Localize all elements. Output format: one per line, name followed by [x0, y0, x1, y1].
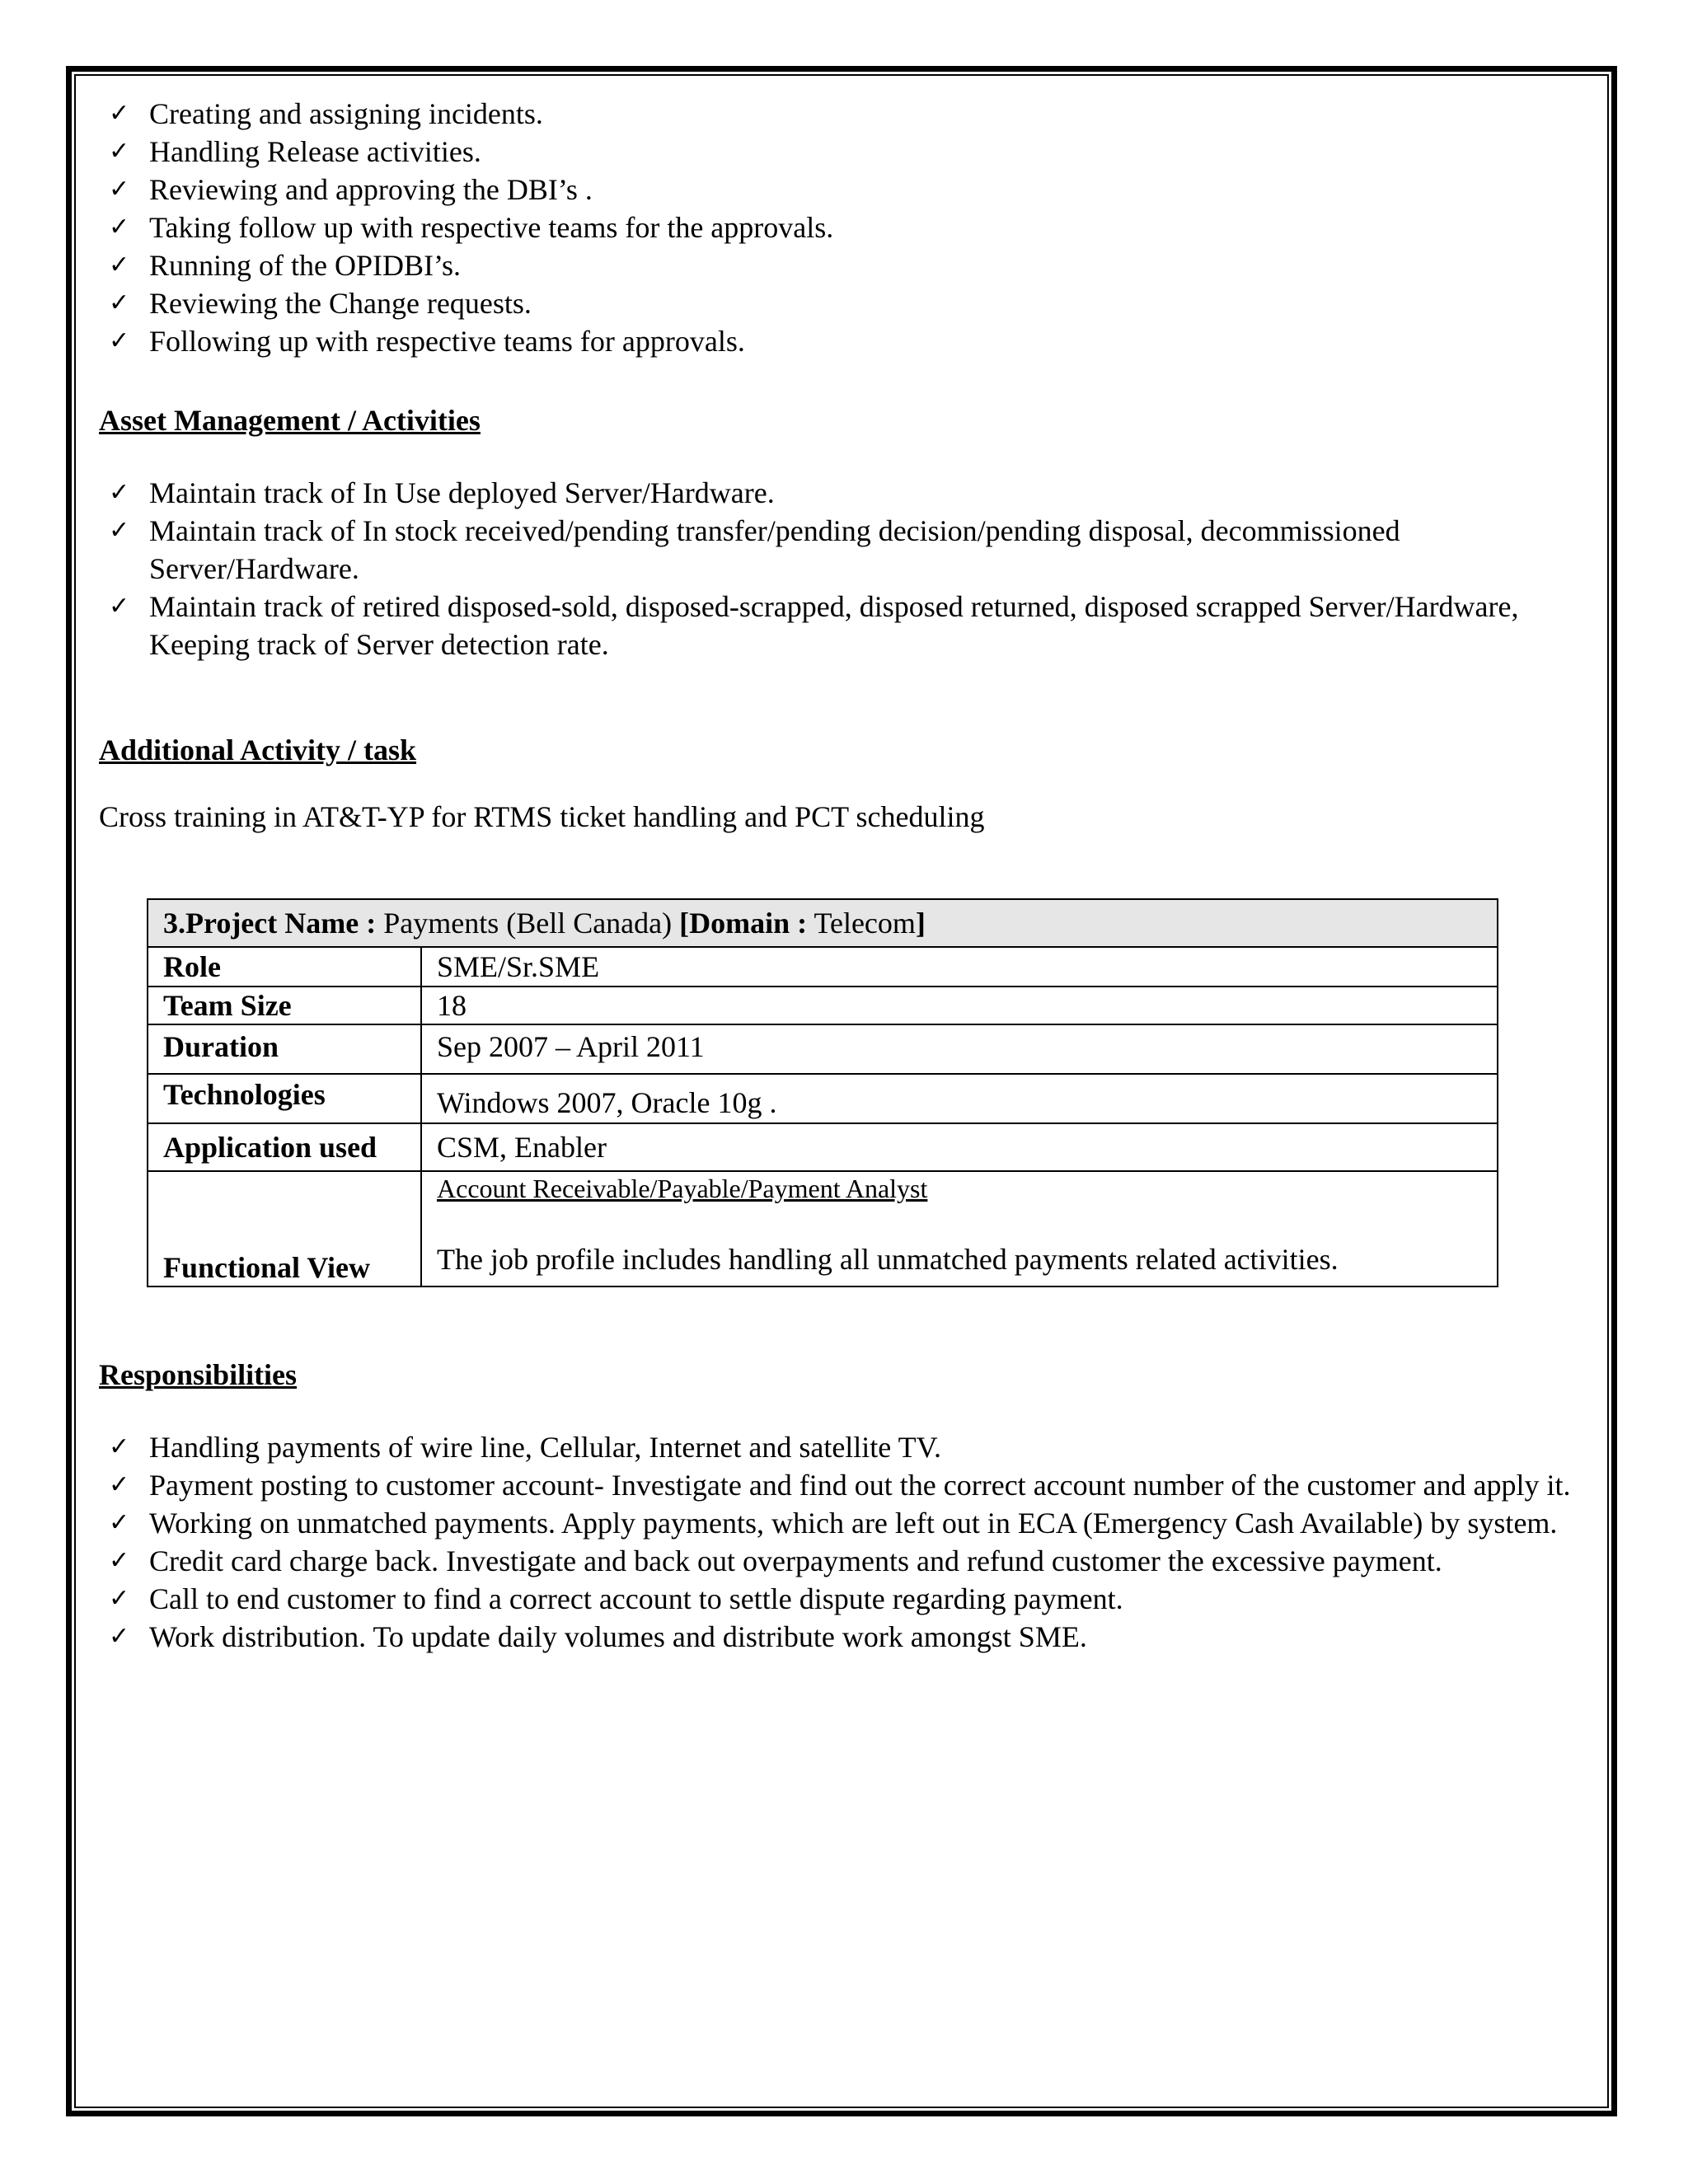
- application-used-value: CSM, Enabler: [421, 1123, 1498, 1171]
- checkmark-icon: ✓: [109, 137, 130, 166]
- checkmark-icon: ✓: [109, 1584, 130, 1613]
- role-label: Role: [148, 947, 421, 987]
- asset-checklist: [99, 474, 1574, 663]
- checkmark-icon: ✓: [109, 213, 130, 241]
- list-item: ✓ Work distribution. To update daily volumes and distribute work amongst SME.: [99, 1618, 1574, 1656]
- domain-label: [Domain :: [679, 907, 808, 940]
- list-item: ✓ Following up with respective teams for approvals.: [99, 322, 1574, 360]
- additional-activity-text: Cross training in AT&T-YP for RTMS ticket handling and PCT scheduling: [99, 800, 985, 833]
- checkmark-icon: ✓: [109, 1546, 130, 1575]
- domain-close: ]: [915, 907, 926, 940]
- domain-value: Telecom: [814, 907, 916, 940]
- list-item: ✓ Maintain track of In Use deployed Server/Hardware.: [99, 474, 1574, 512]
- checkmark-icon: ✓: [109, 478, 130, 507]
- checkmark-icon: ✓: [109, 1622, 130, 1651]
- project-title-cell: [148, 899, 1498, 947]
- checkmark-icon: ✓: [109, 1432, 130, 1461]
- checkmark-icon: ✓: [109, 326, 130, 355]
- functional-view-subtitle: Account Receivable/Payable/Payment Analyst: [437, 1174, 928, 1203]
- functional-view-label: Functional View: [148, 1171, 421, 1286]
- list-item: ✓ Reviewing and approving the DBI’s .: [99, 171, 1574, 209]
- checkmark-icon: ✓: [109, 288, 130, 317]
- checkmark-icon: ✓: [109, 1508, 130, 1537]
- application-used-label: Application used: [148, 1123, 421, 1171]
- checkmark-icon: ✓: [109, 99, 130, 128]
- duration-label: Duration: [148, 1024, 421, 1074]
- checkmark-icon: ✓: [109, 175, 130, 204]
- list-item: ✓ Reviewing the Change requests.: [99, 284, 1574, 322]
- intro-checklist: [99, 95, 1574, 360]
- table-row: [148, 1024, 1498, 1074]
- additional-activity-heading: Additional Activity / task: [99, 733, 417, 766]
- project-title-row: [148, 899, 1498, 947]
- list-item: ✓ Credit card charge back. Investigate and back out overpayments and refund customer the excessive payment.: [99, 1542, 1574, 1580]
- duration-value: Sep 2007 – April 2011: [421, 1024, 1498, 1074]
- checkmark-icon: ✓: [109, 251, 130, 279]
- project-table: [147, 898, 1498, 1287]
- functional-view-cell: [421, 1171, 1498, 1286]
- team-size-value: 18: [421, 987, 1498, 1024]
- table-row: [148, 1074, 1498, 1123]
- table-row: [148, 1171, 1498, 1286]
- table-row: [148, 1123, 1498, 1171]
- list-item: ✓ Handling payments of wire line, Cellular, Internet and satellite TV.: [99, 1428, 1574, 1466]
- list-item: ✓ Handling Release activities.: [99, 133, 1574, 171]
- table-row: [148, 987, 1498, 1024]
- project-name-value: Payments (Bell Canada): [383, 907, 673, 940]
- checkmark-icon: ✓: [109, 592, 130, 621]
- responsibilities-heading: Responsibilities: [99, 1358, 298, 1391]
- list-item: ✓ Payment posting to customer account- Investigate and find out the correct account number of the customer and apply it.: [99, 1466, 1574, 1504]
- technologies-label: Technologies: [148, 1074, 421, 1123]
- checkmark-icon: ✓: [109, 516, 130, 545]
- table-row: [148, 947, 1498, 987]
- list-item: ✓ Maintain track of In stock received/pending transfer/pending decision/pending disposal, decommissioned Server/Hardware.: [99, 512, 1574, 588]
- responsibilities-checklist: [99, 1428, 1574, 1656]
- list-item: ✓ Call to end customer to find a correct account to settle dispute regarding payment.: [99, 1580, 1574, 1618]
- asset-management-heading: Asset Management / Activities: [99, 404, 481, 437]
- checkmark-icon: ✓: [109, 1470, 130, 1499]
- list-item: ✓ Working on unmatched payments. Apply payments, which are left out in ECA (Emergency Cash Available) by system.: [99, 1504, 1574, 1542]
- functional-view-text: The job profile includes handling all unmatched payments related activities.: [437, 1243, 1339, 1276]
- technologies-value: Windows 2007, Oracle 10g .: [421, 1074, 1498, 1123]
- list-item: ✓ Maintain track of retired disposed-sold, disposed-scrapped, disposed returned, disposed scrapped Server/Hardware, Keeping track of Server detection rate.: [99, 588, 1574, 663]
- role-value: SME/Sr.SME: [421, 947, 1498, 987]
- list-item: ✓ Taking follow up with respective teams for the approvals.: [99, 209, 1574, 246]
- list-item: ✓ Creating and assigning incidents.: [99, 95, 1574, 133]
- team-size-label: Team Size: [148, 987, 421, 1024]
- list-item: ✓ Running of the OPIDBI’s.: [99, 246, 1574, 284]
- project-name-label: 3.Project Name :: [163, 907, 377, 940]
